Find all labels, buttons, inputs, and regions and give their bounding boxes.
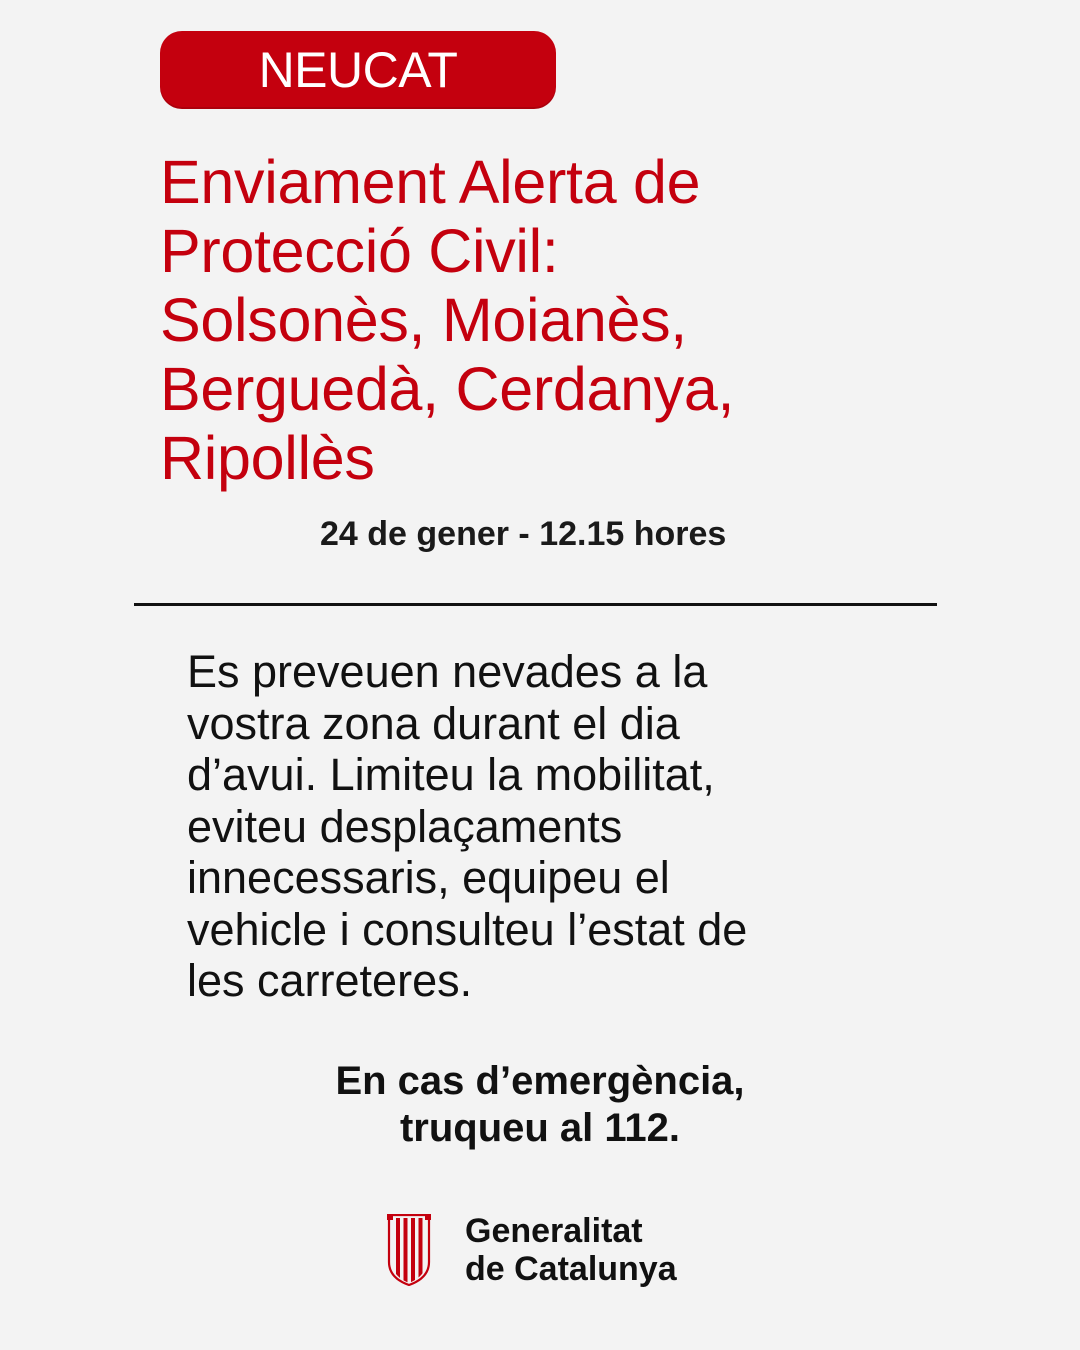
message-line: vehicle i consulteu l’estat de: [187, 903, 748, 955]
emergency-notice: [240, 1058, 840, 1152]
headline-line: Ripollès: [160, 424, 375, 492]
emergency-line: En cas d’emergència,: [335, 1059, 745, 1103]
headline-line: Berguedà, Cerdanya,: [160, 355, 735, 423]
divider: [134, 603, 937, 606]
logo-text: [465, 1212, 677, 1288]
shield-stripe: [396, 1218, 400, 1284]
logo-line: de Catalunya: [465, 1250, 677, 1288]
alert-headline: [160, 148, 980, 493]
senyera-shield-icon: [387, 1214, 431, 1286]
logo-line: Generalitat: [465, 1212, 643, 1250]
neucat-badge: NEUCAT: [160, 31, 556, 109]
shield-stripe: [419, 1218, 423, 1284]
shield-stripe: [404, 1218, 408, 1284]
message-line: eviteu desplaçaments: [187, 800, 623, 852]
alert-dateline: 24 de gener - 12.15 hores: [320, 515, 727, 553]
alert-message: [187, 646, 887, 1007]
message-line: innecessaris, equipeu el: [187, 852, 670, 903]
headline-line: Solsonès, Moianès,: [160, 286, 687, 354]
message-line: Es preveuen nevades a la: [187, 646, 708, 697]
message-line: les carreteres.: [187, 955, 473, 1006]
headline-line: Enviament Alerta de: [160, 148, 701, 216]
headline-line: Protecció Civil:: [160, 217, 559, 285]
shield-stripe: [411, 1218, 415, 1284]
generalitat-logo: [387, 1212, 677, 1288]
message-line: d’avui. Limiteu la mobilitat,: [187, 749, 715, 800]
message-line: vostra zona durant el dia: [187, 697, 680, 749]
emergency-line: truqueu al 112.: [399, 1106, 681, 1150]
